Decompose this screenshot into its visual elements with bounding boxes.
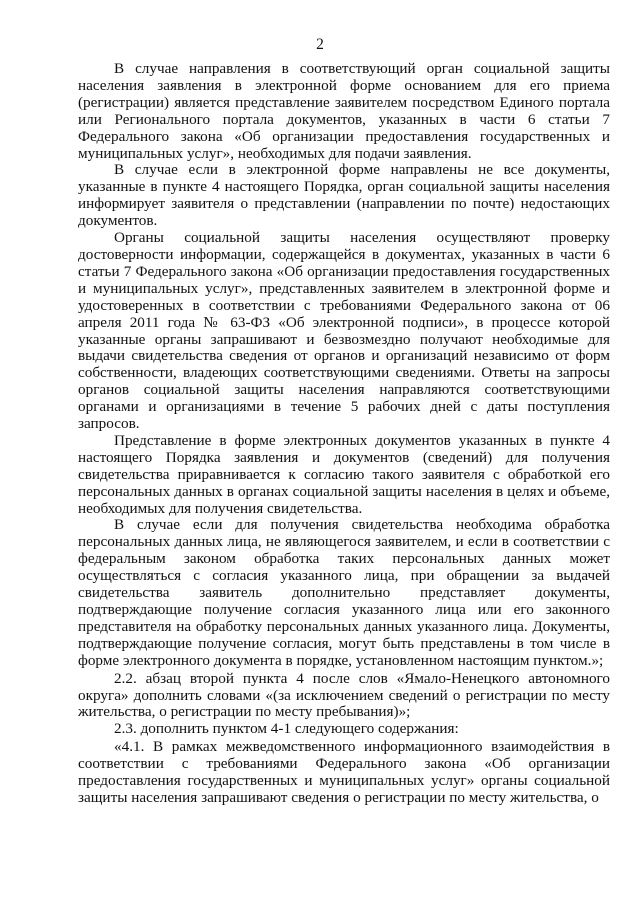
page-number: 2 — [316, 36, 324, 53]
paragraph-verification-of-information: Органы социальной защиты населения осуществляют проверку достоверности информации, содержащейся в документах, указанных в части 6 статьи 7 Федерального закона «Об организации предоставления государственных и муниципальных услуг», представленных заявителем в электронной форме и удостоверенных в соответствии с требованиями Федерального закона от 06 апреля 2011 года № 63-ФЗ «Об электронной подписи», в процессе которой указанные органы запрашивают и безвозмездно получают необходимые для выдачи свидетельства сведения от органов и организаций независимо от форм собственности, владеющих соответствующими сведениями. Ответы на запросы органов социальной защиты населения направляются соответствующими органами и организациями в течение 5 рабочих дней с даты поступления запросов. — [78, 229, 610, 433]
document-body — [78, 61, 610, 807]
paragraph-electronic-application-registration: В случае направления в соответствующий орган социальной защиты населения заявления в электронной форме основанием для его приема (регистрации) является представление заявителем посредством Единого портала или Регионального портала документов, указанных в части 6 статьи 7 Федерального закона «Об организации предоставления государственных и муниципальных услуг», необходимых для подачи заявления. — [78, 60, 610, 162]
paragraph-amendment-2-3: 2.3. дополнить пунктом 4-1 следующего содержания: — [114, 720, 459, 738]
paragraph-item-4-1: «4.1. В рамках межведомственного информационного взаимодействия в соответствии с требованиями Федерального закона «Об организации предоставления государственных и муниципальных услуг» органы социальной защиты населения запрашивают сведения о регистрации по месту жительства, о — [78, 738, 610, 806]
paragraph-consent-to-data-processing: Представление в форме электронных документов указанных в пункте 4 настоящего Порядка заявления и документов (сведений) для получения свидетельства приравнивается к согласию такого заявителя с обработкой его персональных данных в органах социальной защиты населения в целях и объеме, необходимых для получения свидетельства. — [78, 431, 610, 517]
paragraph-third-party-consent: В случае если для получения свидетельства необходима обработка персональных данных лица, не являющегося заявителем, и если в соответствии с федеральным законом обработка таких персональных данных может осуществляться с согласия указанного лица, при обращении за выдачей свидетельства заявитель дополнительно представляет документы, подтверждающие получение согласия указанного лица или его законного представителя на обработку персональных данных указанного лица. Документы, подтверждающие получение согласия, могут быть представлены в том числе в форме электронного документа в порядке, установленном настоящим пунктом.»; — [78, 516, 610, 669]
paragraph-missing-documents: В случае если в электронной форме направлены не все документы, указанные в пункте 4 настоящего Порядка, орган социальной защиты населения информирует заявителя о представлении (направлении по почте) недостающих документов. — [78, 161, 610, 230]
paragraph-amendment-2-2: 2.2. абзац второй пункта 4 после слов «Ямало-Ненецкого автономного округа» дополнить словами «(за исключением сведений о регистрации по месту жительства, о регистрации по месту пребывания)»; — [78, 669, 610, 721]
